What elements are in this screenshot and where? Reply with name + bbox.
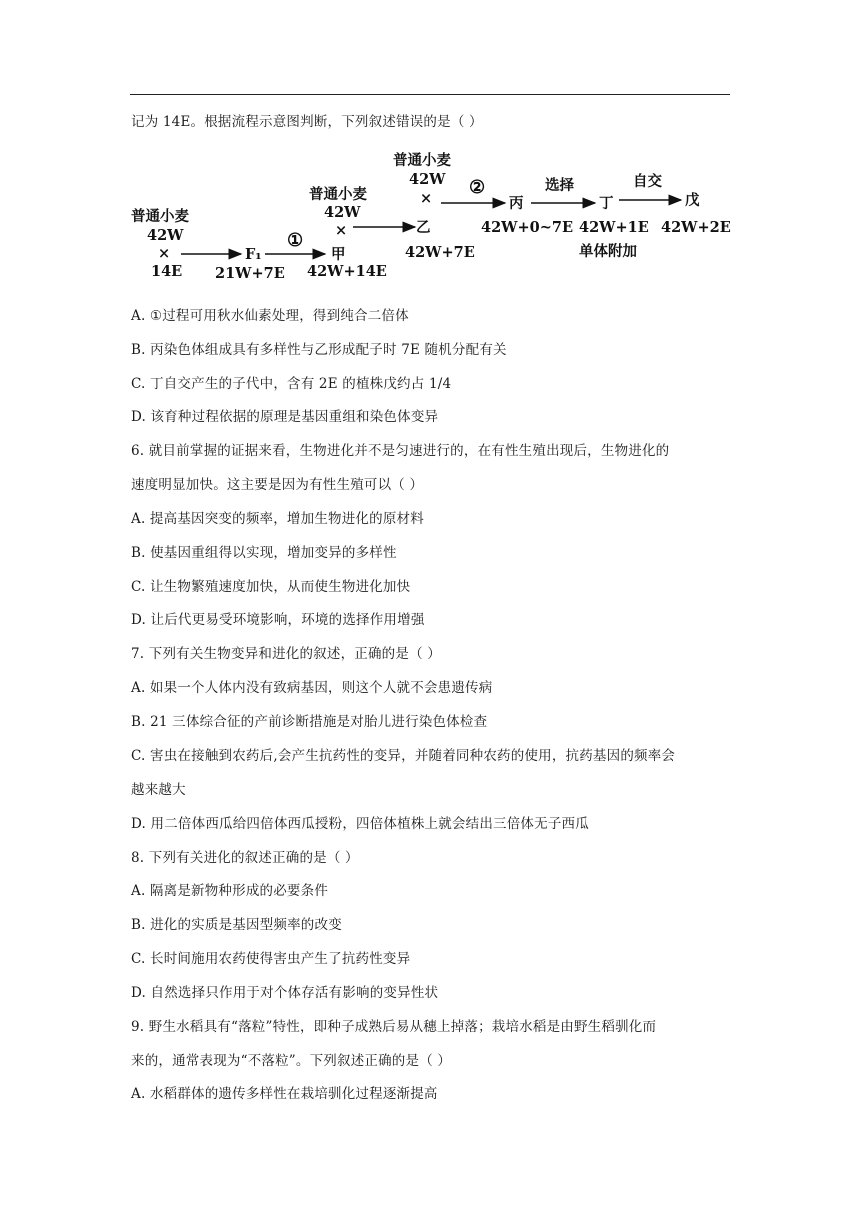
q6-option-c: C. 让生物繁殖速度加快，从而使生物进化加快 [131, 579, 411, 595]
q6-option-a: A. 提高基因突变的频率，增加生物进化的原材料 [131, 511, 424, 527]
q8-option-c: C. 长时间施用农药使得害虫产生了抗药性变异 [131, 951, 411, 967]
select-label: 选择 [545, 177, 574, 194]
breeding-flow-diagram [125, 146, 740, 282]
q9-option-a: A. 水稻群体的遗传多样性在栽培驯化过程逐渐提高 [131, 1086, 438, 1102]
step2-marker: ② [469, 177, 486, 198]
q5-option-d: D. 该育种过程依据的原理是基因重组和染色体变异 [131, 409, 439, 425]
q5-option-a: A. ①过程可用秋水仙素处理，得到纯合二倍体 [131, 308, 409, 324]
jia-node: 甲 [331, 246, 346, 263]
ding-genome: 42W+1E [579, 219, 649, 236]
wu-node: 戊 [685, 192, 700, 209]
parent3-label: 普通小麦 [393, 152, 451, 169]
q7-option-a: A. 如果一个人体内没有致病基因，则这个人就不会患遗传病 [131, 680, 493, 696]
q7-option-c-line1: C. 害虫在接触到农药后,会产生抗药性的变异，并随着同种农药的使用，抗药基因的频率会 [131, 748, 676, 764]
q8-option-d: D. 自然选择只作用于对个体存活有影响的变异性状 [131, 985, 439, 1001]
selfing-label: 自交 [633, 173, 662, 190]
header-rule [130, 94, 730, 95]
parent1-cross: × [158, 245, 171, 262]
q7-option-c-line2: 越来越大 [131, 782, 186, 798]
q6-stem-line2: 速度明显加快。这主要是因为有性生殖可以（ ） [131, 477, 424, 493]
f1-genome: 21W+7E [215, 265, 285, 282]
parent3-cross: × [420, 190, 433, 207]
q8-option-a: A. 隔离是新物种形成的必要条件 [131, 883, 329, 899]
parent1-14e: 14E [151, 263, 183, 280]
yi-node: 乙 [416, 219, 431, 236]
q6-option-b: B. 使基因重组得以实现，增加变异的多样性 [131, 545, 397, 561]
parent1-42w: 42W [147, 227, 184, 244]
q9-stem-line1: 9. 野生水稻具有“落粒”特性，即种子成熟后易从穗上掉落；栽培水稻是由野生稻驯化而 [131, 1019, 657, 1035]
jia-genome: 42W+14E [307, 263, 387, 280]
q9-stem-line2: 来的，通常表现为“不落粒”。下列叙述正确的是（ ） [131, 1053, 452, 1069]
question-intro: 记为 14E。根据流程示意图判断，下列叙述错误的是（ ） [131, 114, 483, 130]
parent2-42w: 42W [324, 204, 361, 221]
q5-option-c: C. 丁自交产生的子代中，含有 2E 的植株戊约占 1/4 [131, 376, 452, 392]
q7-option-d: D. 用二倍体西瓜给四倍体西瓜授粉，四倍体植株上就会结出三倍体无子西瓜 [131, 816, 589, 832]
q6-option-d: D. 让后代更易受环境影响，环境的选择作用增强 [131, 612, 425, 628]
yi-genome: 42W+7E [405, 244, 475, 261]
f1-node: F₁ [245, 246, 262, 263]
parent2-cross: × [335, 222, 348, 239]
q5-option-b: B. 丙染色体组成具有多样性与乙形成配子时 7E 随机分配有关 [131, 342, 507, 358]
parent3-42w: 42W [409, 171, 446, 188]
bing-genome: 42W+0~7E [481, 219, 573, 236]
parent2-label: 普通小麦 [309, 186, 367, 203]
wu-genome: 42W+2E [661, 219, 731, 236]
monosomic-addition-label: 单体附加 [579, 243, 637, 260]
q8-stem: 8. 下列有关进化的叙述正确的是（ ） [131, 850, 359, 866]
ding-node: 丁 [599, 195, 614, 212]
q8-option-b: B. 进化的实质是基因型频率的改变 [131, 917, 342, 933]
bing-node: 丙 [509, 195, 524, 212]
step1-marker: ① [287, 230, 304, 251]
q7-option-b: B. 21 三体综合征的产前诊断措施是对胎儿进行染色体检查 [131, 714, 488, 730]
q7-stem: 7. 下列有关生物变异和进化的叙述，正确的是（ ） [131, 646, 441, 662]
q6-stem-line1: 6. 就目前掌握的证据来看，生物进化并不是匀速进行的，在有性生殖出现后，生物进化的 [131, 443, 670, 459]
parent1-label: 普通小麦 [131, 208, 189, 225]
